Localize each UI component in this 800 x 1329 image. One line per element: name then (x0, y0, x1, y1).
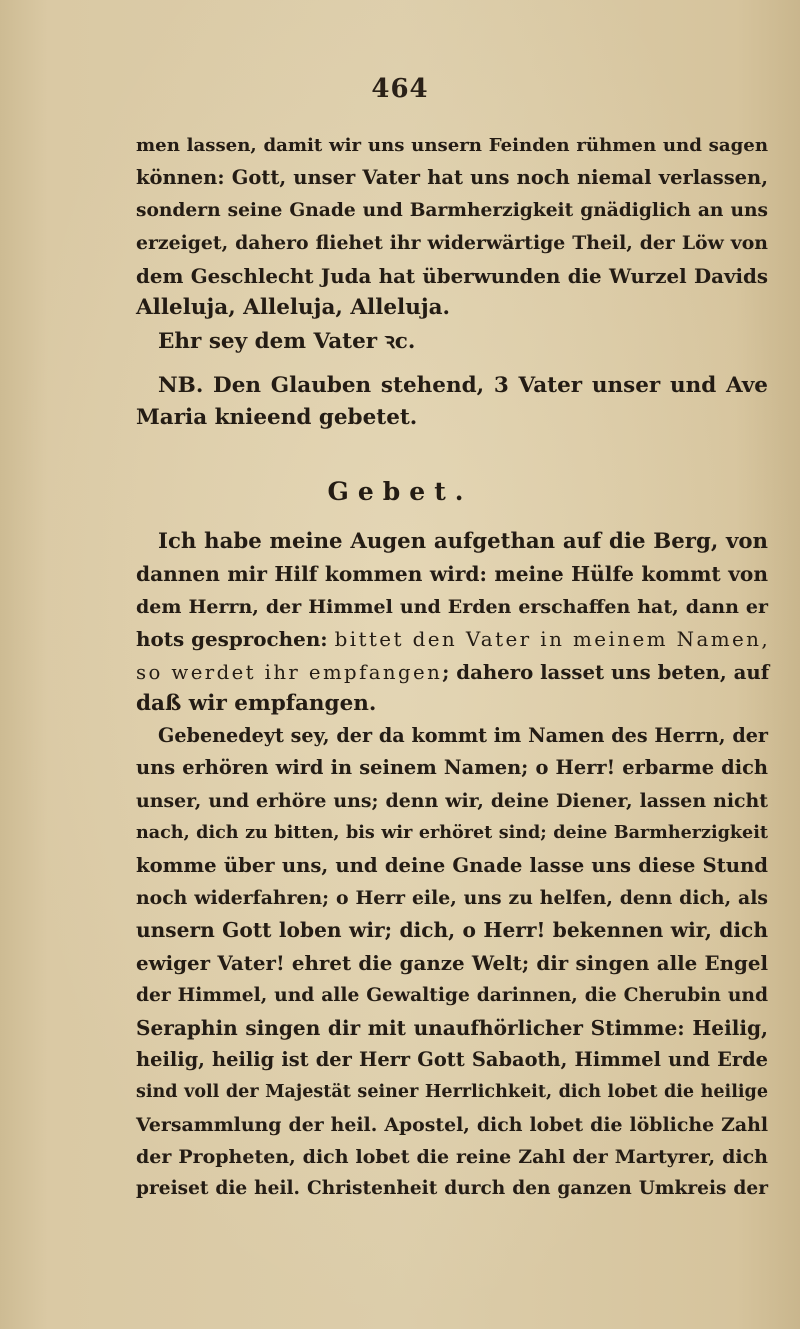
text-line: Maria knieend gebetet. (136, 405, 418, 431)
text-line: uns erhören wird in seinem Namen; o Herr! erbarme dich (136, 756, 768, 780)
text-line: unsern Gott loben wir; dich, o Herr! bekennen wir, dich (136, 918, 768, 943)
text-line: ewiger Vater! ehret die ganze Welt; dir singen alle Engel (136, 950, 768, 975)
text-line: dem Geschlecht Juda hat überwunden die Wurzel Davids (136, 263, 768, 288)
text-line: preiset die heil. Christenheit durch den ganzen Umkreis der (136, 1178, 768, 1200)
paragraph-prayer-psalm (136, 526, 771, 720)
text-line: komme über uns, und deine Gnade lasse uns diese Stund (136, 853, 768, 877)
section-heading: Gebet. (327, 477, 473, 506)
text-line: sind voll der Majestät seiner Herrlichkeit, dich lobet die heilige (136, 1082, 768, 1103)
text-line: heilig, heilig ist der Herr Gott Sabaoth, Himmel und Erde (136, 1047, 768, 1071)
paragraph-ehr (136, 326, 768, 358)
text-line: der Himmel, und alle Gewaltige darinnen, die Cherubin und (136, 984, 768, 1007)
text-line (136, 656, 768, 688)
text-line: nach, dich zu bitten, bis wir erhöret sind; deine Barmherzigkeit (136, 823, 768, 844)
text-line: NB. Den Glauben stehend, 3 Vater unser und Ave (158, 373, 768, 398)
text-line: Ich habe meine Augen aufgethan auf die Berg, von (158, 529, 768, 554)
spaced-quotation: bittet den Vater in meinem Namen, (334, 628, 771, 652)
text-line: noch widerfahren; o Herr eile, uns zu helfen, denn dich, als (136, 886, 768, 909)
text-segment: ; dahero lasset uns beten, auf (442, 659, 770, 684)
text-segment: hots gesprochen: (136, 627, 335, 652)
spaced-quotation: so werdet ihr empfangen (136, 660, 443, 684)
text-line: Seraphin singen dir mit unaufhörlicher Stimme: Heilig, (136, 1015, 768, 1040)
text-line: Gebenedeyt sey, der da kommt im Namen des Herrn, der (158, 724, 768, 747)
text-line: können: Gott, unser Vater hat uns noch niemal verlassen, (136, 166, 768, 190)
text-line: men lassen, damit wir uns unsern Feinden rühmen und sagen (136, 135, 768, 156)
text-line: Versammlung der heil. Apostel, dich lobet die löbliche Zahl (136, 1113, 768, 1136)
paragraph-alleluja (136, 130, 768, 324)
text-line: sondern seine Gnade und Barmherzigkeit gnädiglich an uns (136, 199, 768, 221)
text-line: daß wir empfangen. (136, 690, 377, 716)
text-line: unser, und erhöre uns; denn wir, deine Diener, lassen nicht (136, 789, 768, 812)
text-line: Ehr sey dem Vater ꝛc. (158, 329, 416, 354)
paragraph-nb (136, 370, 768, 435)
page-number: 464 (371, 74, 429, 104)
text-line: der Propheten, dich lobet die reine Zahl der Martyrer, dich (136, 1146, 768, 1169)
text-line: dem Herrn, der Himmel und Erden erschaffen hat, dann er (136, 595, 768, 618)
text-line: Alleluja, Alleluja, Alleluja. (136, 294, 451, 320)
text-line (136, 623, 771, 655)
text-line: dannen mir Hilf kommen wird: meine Hülfe kommt von (136, 562, 768, 587)
text-line: erzeiget, dahero fliehet ihr widerwärtige Theil, der Löw von (136, 232, 768, 255)
paragraph-prayer-gebenedeyt (136, 720, 768, 1206)
